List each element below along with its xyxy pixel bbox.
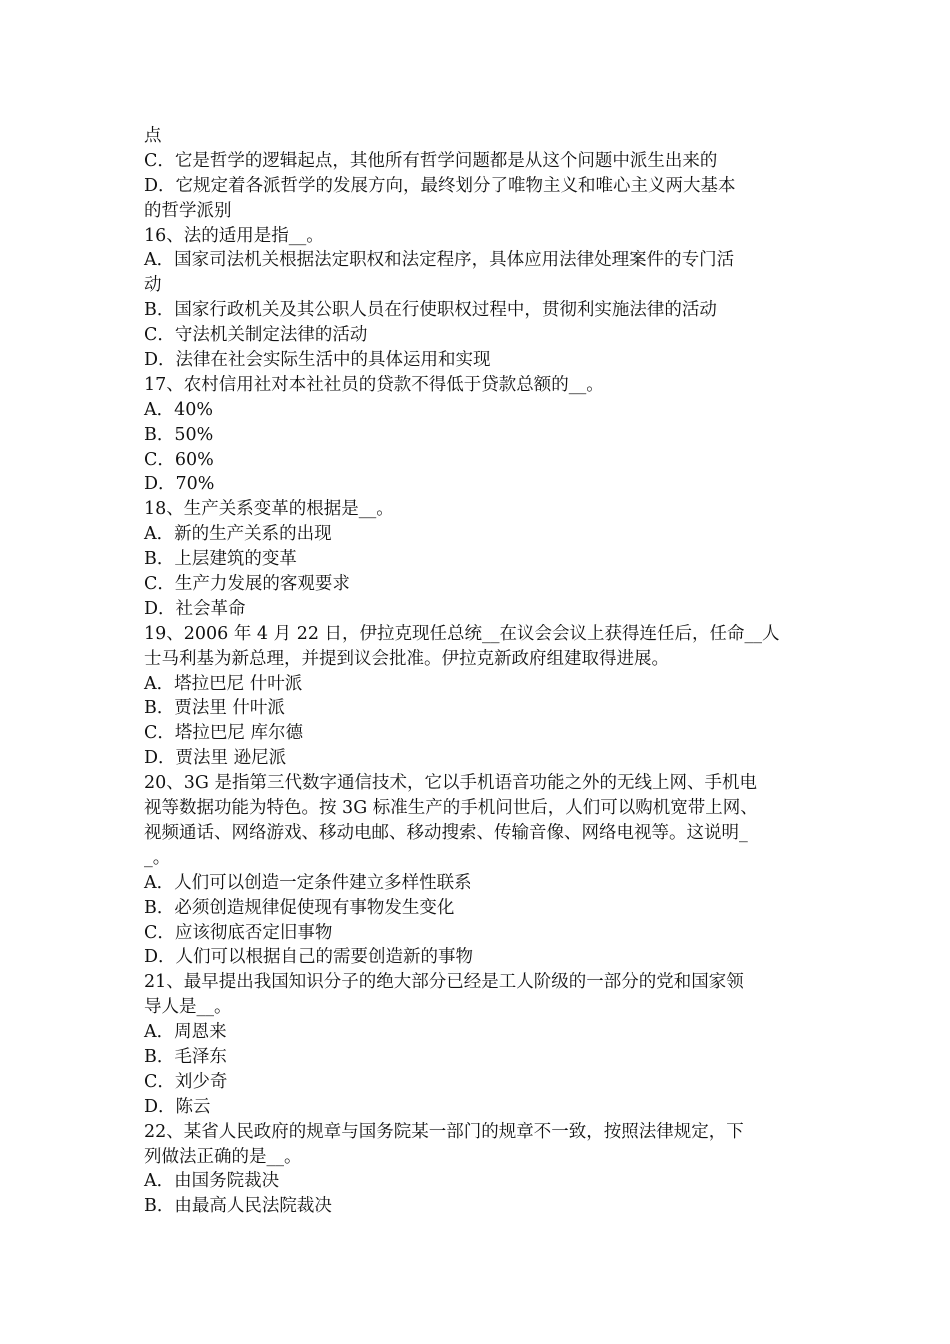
option-line: A．由国务院裁决 (144, 1171, 280, 1192)
option-line: A．国家司法机关根据法定职权和法定程序，具体应用法律处理案件的专门活 (144, 250, 735, 271)
option-line: C．它是哲学的逻辑起点，其他所有哲学问题都是从这个问题中派生出来的 (144, 150, 718, 171)
option-line: D．70% (144, 474, 215, 495)
option-line: A．人们可以创造一定条件建立多样性联系 (144, 872, 472, 893)
question-line: 18、生产关系变革的根据是__。 (144, 499, 394, 520)
option-line: B．贾法里 什叶派 (144, 698, 285, 719)
option-line: D．社会革命 (144, 598, 246, 619)
question-line: 17、农村信用社对本社社员的贷款不得低于贷款总额的__。 (144, 374, 604, 395)
option-line: B．必须创造规律促使现有事物发生变化 (144, 897, 455, 918)
option-line: A．周恩来 (144, 1022, 227, 1043)
option-line: D．法律在社会实际生活中的具体运用和实现 (144, 350, 491, 371)
text-line: 的哲学派别 (144, 200, 232, 221)
option-line: C．塔拉巴尼 库尔德 (144, 723, 303, 744)
option-line: C．60% (144, 449, 214, 470)
option-line: A．新的生产关系的出现 (144, 524, 332, 545)
text-line: 士马利基为新总理，并提到议会批准。伊拉克新政府组建取得进展。 (144, 648, 669, 669)
text-line: 列做法正确的是__。 (144, 1146, 302, 1167)
text-line: 视等数据功能为特色。按 3G 标准生产的手机问世后，人们可以购机宽带上网、 (144, 798, 758, 819)
question-line: 19、2006 年 4 月 22 日，伊拉克现任总统__在议会会议上获得连任后，任命__人 (144, 623, 780, 644)
text-line: 动 (144, 275, 162, 296)
option-line: B．上层建筑的变革 (144, 549, 297, 570)
question-line: 16、法的适用是指__。 (144, 225, 324, 246)
question-line: 20、3G 是指第三代数字通信技术，它以手机语音功能之外的无线上网、手机电 (144, 773, 757, 794)
question-line: 22、某省人民政府的规章与国务院某一部门的规章不一致，按照法律规定，下 (144, 1121, 744, 1142)
option-line: C．应该彻底否定旧事物 (144, 922, 333, 943)
option-line: A．塔拉巴尼 什叶派 (144, 673, 303, 694)
text-line: 导人是__。 (144, 997, 232, 1018)
option-line: D．贾法里 逊尼派 (144, 748, 287, 769)
question-line: 21、最早提出我国知识分子的绝大部分已经是工人阶级的一部分的党和国家领 (144, 972, 744, 993)
option-line: A．40% (144, 399, 214, 420)
text-line: 视频通话、网络游戏、移动电邮、移动搜索、传输音像、网络电视等。这说明_ (144, 822, 748, 843)
option-line: B．毛泽东 (144, 1046, 227, 1067)
text-line: 点 (144, 126, 162, 146)
option-line: D．人们可以根据自己的需要创造新的事物 (144, 947, 474, 968)
text-line: _。 (144, 847, 171, 868)
option-line: B．国家行政机关及其公职人员在行使职权过程中，贯彻利实施法律的活动 (144, 300, 717, 321)
option-line: B．由最高人民法院裁决 (144, 1196, 332, 1217)
option-line: C．生产力发展的客观要求 (144, 574, 350, 595)
option-line: D．它规定着各派哲学的发展方向，最终划分了唯物主义和唯心主义两大基本 (144, 175, 736, 196)
option-line: B．50% (144, 424, 214, 445)
option-line: D．陈云 (144, 1096, 211, 1117)
option-line: C．守法机关制定法律的活动 (144, 325, 368, 346)
document-body (144, 124, 816, 1219)
option-line: C．刘少奇 (144, 1071, 228, 1092)
